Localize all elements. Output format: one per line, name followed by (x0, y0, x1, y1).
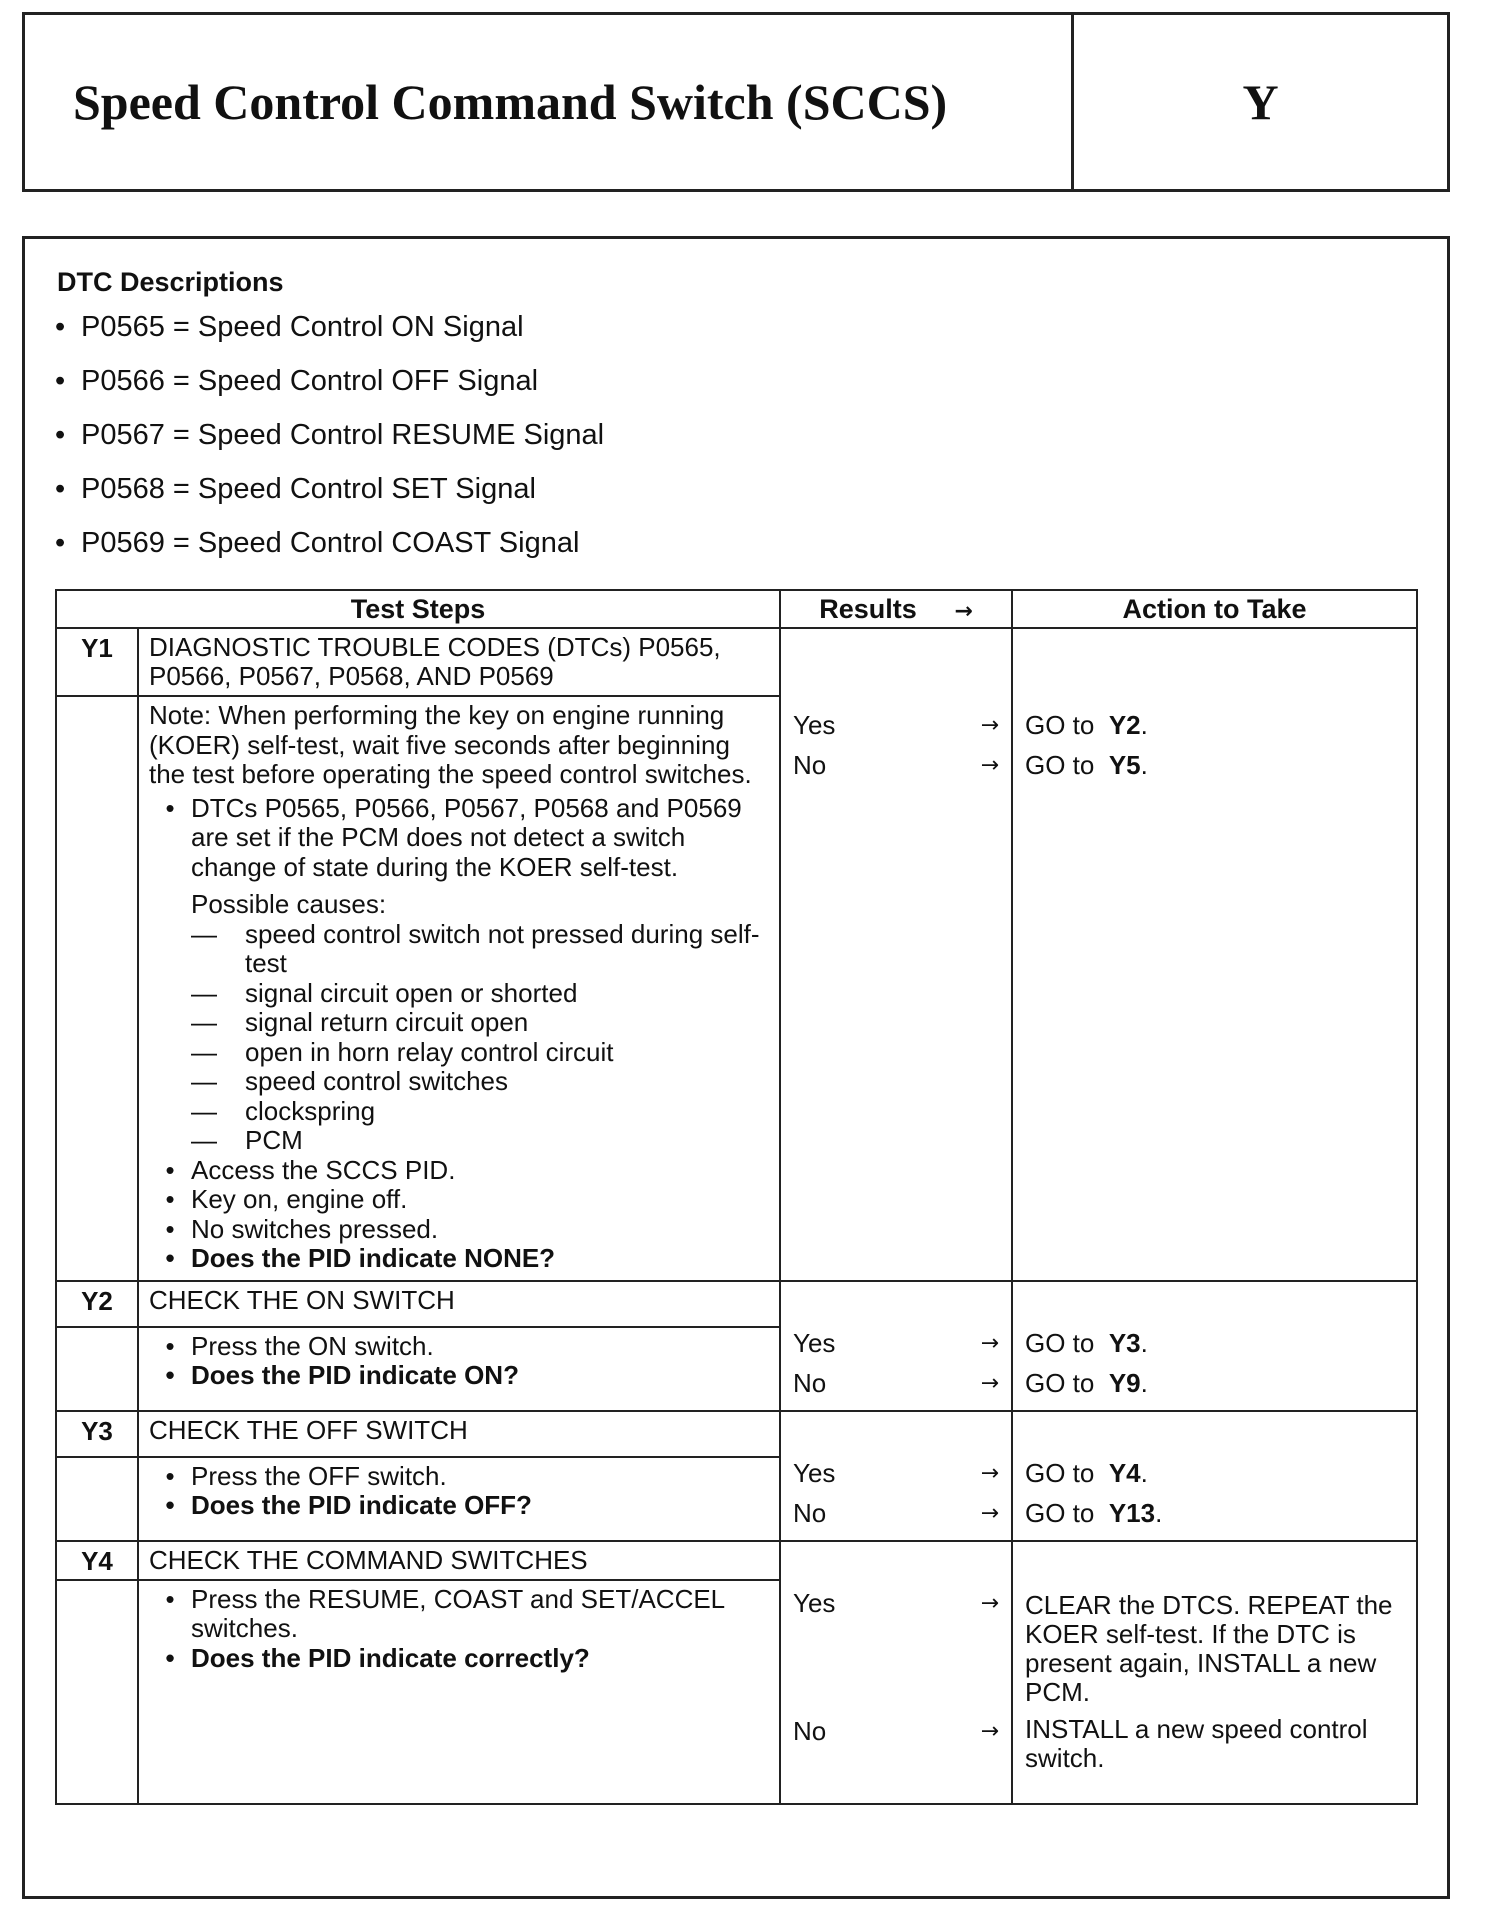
step-id: Y1 (56, 628, 138, 696)
action-cell: GO to Y3 . GO to Y9 . (1012, 1281, 1417, 1411)
page-header (22, 12, 1450, 192)
step-title: CHECK THE COMMAND SWITCHES (138, 1541, 780, 1580)
page-title: Speed Control Command Switch (SCCS) (25, 15, 1074, 189)
col-action: Action to Take (1012, 590, 1417, 628)
step-title: CHECK THE ON SWITCH (138, 1281, 780, 1327)
arrow-icon: → (980, 1461, 1000, 1486)
results-cell: Yes → No → (780, 628, 1012, 1281)
step-body: • Press the RESUME, COAST and SET/ACCEL switches. • Does the PID indicate correctly? (138, 1580, 780, 1804)
list-item: • P0566 = Speed Control OFF Signal (55, 365, 539, 397)
table-row (56, 1281, 1417, 1327)
arrow-icon: → (954, 598, 973, 624)
list-item: • P0569 = Speed Control COAST Signal (55, 527, 580, 559)
step-body: Note: When performing the key on engine running (KOER) self-test, wait five seconds after beginning the test before operating the speed control switches. • DTCs P0565, P0566, P0567, P0568 and P0569 are set if the PCM does not detect a switch change of state during the KOER self-test. Possible causes: — speed control switch not pressed during self-test — signal circuit open or shorted — signal return circuit open — open in horn relay control circuit — speed control switches — clockspring — PCM • Access the SCCS PID. • Key on, engine off. • No switches pressed. • Does the PID indicate NONE? (138, 696, 780, 1281)
col-test-steps: Test Steps (56, 590, 780, 628)
arrow-icon: → (980, 752, 1000, 778)
action-cell: GO to Y2 . GO to Y5 . (1012, 628, 1417, 1281)
step-id: Y4 (56, 1541, 138, 1580)
results-cell: Yes → No → (780, 1411, 1012, 1541)
action-cell: CLEAR the DTCS. REPEAT the KOER self-test. If the DTC is present again, INSTALL a new PCM. INSTALL a new speed control switch. (1012, 1541, 1417, 1804)
dtc-list (55, 311, 604, 581)
dtc-heading: DTC Descriptions (57, 267, 284, 297)
results-cell: Yes → No → (780, 1541, 1012, 1804)
content-panel (22, 236, 1450, 1899)
table-row (56, 1411, 1417, 1457)
table-row (56, 1541, 1417, 1580)
arrow-icon: → (980, 1501, 1000, 1526)
arrow-icon: → (980, 1719, 1000, 1744)
arrow-icon: → (980, 1331, 1000, 1356)
arrow-icon: → (980, 712, 1000, 738)
results-cell: Yes → No → (780, 1281, 1012, 1411)
step-title: DIAGNOSTIC TROUBLE CODES (DTCs) P0565, P0566, P0567, P0568, AND P0569 (138, 628, 780, 696)
step-body: • Press the OFF switch. • Does the PID indicate OFF? (138, 1457, 780, 1541)
list-item: • P0568 = Speed Control SET Signal (55, 473, 536, 505)
test-steps-table (55, 589, 1418, 1805)
step-id: Y3 (56, 1411, 138, 1457)
list-item: • P0565 = Speed Control ON Signal (55, 311, 524, 343)
step-title: CHECK THE OFF SWITCH (138, 1411, 780, 1457)
step-body: • Press the ON switch. • Does the PID indicate ON? (138, 1327, 780, 1411)
table-header-row (56, 590, 1417, 628)
arrow-icon: → (980, 1591, 1000, 1616)
section-code: Y (1242, 74, 1279, 130)
arrow-icon: → (980, 1371, 1000, 1396)
col-results: Results → (780, 590, 1012, 628)
action-cell: GO to Y4 . GO to Y13 . (1012, 1411, 1417, 1541)
step-id: Y2 (56, 1281, 138, 1327)
table-row (56, 628, 1417, 696)
list-item: • P0567 = Speed Control RESUME Signal (55, 419, 605, 451)
